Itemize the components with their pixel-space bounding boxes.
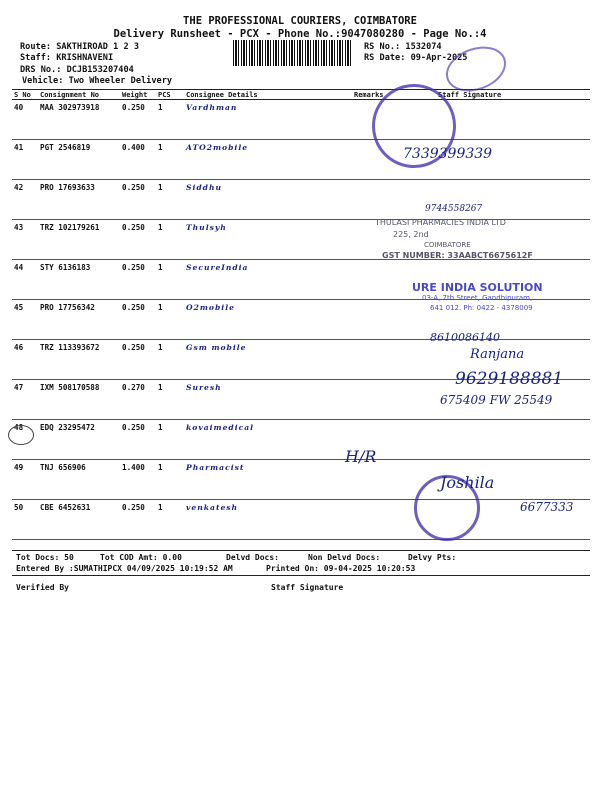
row-consignment: EDQ 23295472 (38, 420, 120, 460)
row-pcs: 1 (156, 500, 184, 540)
row-sno: 48 (12, 420, 38, 460)
row-consignee-handwritten: venkatesh (184, 500, 352, 540)
row-pcs: 1 (156, 340, 184, 380)
row-consignee-handwritten: Suresh (184, 380, 352, 420)
secure-stamp-address: 03-A, 7th Street, Gandhipuram, (422, 294, 533, 302)
total-cod-amount: Tot COD Amt: 0.00 (100, 553, 182, 562)
row-pcs: 1 (156, 380, 184, 420)
col-sno: S No (12, 90, 38, 100)
row-weight: 0.270 (120, 380, 156, 420)
drs-number: DRS No.: DCJB153207404 (20, 65, 134, 75)
row-pcs: 1 (156, 420, 184, 460)
row-consignment: PRO 17756342 (38, 300, 120, 340)
row-weight: 0.250 (120, 100, 156, 140)
remark-48: H/R (345, 447, 377, 466)
row-consignee-handwritten: O2mobile (184, 300, 352, 340)
row-sno: 41 (12, 140, 38, 180)
row-weight: 1.400 (120, 460, 156, 500)
row-consignment: PRO 17693633 (38, 180, 120, 220)
table-header-row (12, 90, 590, 100)
row-remarks (352, 340, 400, 380)
table-row (12, 460, 590, 500)
row-sno: 40 (12, 100, 38, 140)
row-remarks (352, 500, 400, 540)
handwritten-circle-mark (8, 425, 34, 445)
row-consignee-handwritten: Siddhu (184, 180, 352, 220)
row-consignment: TNJ 656906 (38, 460, 120, 500)
row-weight: 0.400 (120, 140, 156, 180)
verified-by-label: Verified By (16, 583, 69, 592)
runsheet-subtitle: Delivery Runsheet - PCX - Phone No.:9047080280 - Page No.:4 (113, 28, 487, 40)
signature-50: 6677333 (520, 500, 574, 514)
col-pcs: PCS (156, 90, 184, 100)
vehicle: Vehicle: Two Wheeler Delivery (22, 76, 173, 86)
footer-divider (12, 575, 590, 576)
row-remarks (352, 180, 400, 220)
row-sno: 50 (12, 500, 38, 540)
signature-49: Joshila (440, 473, 495, 492)
footer-divider (12, 550, 590, 551)
signature-43-phone: 9744558267 (425, 204, 483, 214)
row-remarks (352, 380, 400, 420)
staff-signature-label: Staff Signature (271, 583, 344, 592)
signature-47: 675409 FW 25549 (440, 393, 553, 407)
staff-name: Staff: KRISHNAVENI (20, 53, 114, 63)
row-pcs: 1 (156, 100, 184, 140)
col-remarks: Remarks (352, 90, 400, 100)
row-remarks (352, 300, 400, 340)
thulasi-stamp-city: COIMBATORE (424, 241, 471, 249)
row-weight: 0.250 (120, 420, 156, 460)
secure-stamp-phone: 641 012. Ph: 0422 - 4378009 (430, 304, 533, 312)
company-title: THE PROFESSIONAL COURIERS, COIMBATORE (183, 15, 417, 27)
row-weight: 0.250 (120, 180, 156, 220)
entered-by: Entered By :SUMATHIPCX 04/09/2025 10:19:52 AM (16, 564, 233, 573)
row-consignment: TRZ 113393672 (38, 340, 120, 380)
row-sno: 45 (12, 300, 38, 340)
row-consignee-handwritten: ATO2mobile (184, 140, 352, 180)
row-sno: 47 (12, 380, 38, 420)
row-weight: 0.250 (120, 340, 156, 380)
row-pcs: 1 (156, 180, 184, 220)
row-pcs: 1 (156, 460, 184, 500)
thulasi-stamp-name: THULASI PHARMACIES INDIA LTD (375, 218, 506, 227)
row-pcs: 1 (156, 300, 184, 340)
row-sno: 43 (12, 220, 38, 260)
barcode (233, 40, 353, 66)
signature-46-phone: 9629188881 (455, 369, 564, 389)
signature-41: 7339399339 (403, 146, 493, 162)
printed-on: Printed On: 09-04-2025 10:20:53 (266, 564, 416, 573)
table-row (12, 180, 590, 220)
signature-45: 8610086140 (430, 331, 500, 344)
row-consignee-handwritten: Pharmacist (184, 460, 352, 500)
row-consignee-handwritten: Vardhman (184, 100, 352, 140)
row-weight: 0.250 (120, 260, 156, 300)
table-row (12, 500, 590, 540)
row-consignee-handwritten: kovaimedical (184, 420, 352, 460)
route: Route: SAKTHIROAD 1 2 3 (20, 42, 139, 52)
row-sno: 42 (12, 180, 38, 220)
col-consignee: Consignee Details (184, 90, 352, 100)
row-sno: 44 (12, 260, 38, 300)
row-sno: 49 (12, 460, 38, 500)
table-row (12, 420, 590, 460)
row-consignment: IXM 508170588 (38, 380, 120, 420)
col-consignment: Consignment No (38, 90, 120, 100)
row-signature (400, 420, 590, 460)
row-pcs: 1 (156, 220, 184, 260)
row-consignment: CBE 6452631 (38, 500, 120, 540)
row-weight: 0.250 (120, 300, 156, 340)
row-pcs: 1 (156, 260, 184, 300)
row-consignee-handwritten: Gsm mobile (184, 340, 352, 380)
row-remarks (352, 260, 400, 300)
row-consignment: PGT 2546819 (38, 140, 120, 180)
rs-number: RS No.: 1532074 (364, 42, 442, 52)
row-consignee-handwritten: SecureIndia (184, 260, 352, 300)
secure-stamp-name: URE INDIA SOLUTION (412, 281, 543, 294)
signature-46-name: Ranjana (470, 347, 525, 362)
row-consignment: MAA 302973918 (38, 100, 120, 140)
total-docs: Tot Docs: 50 (16, 553, 74, 562)
row-weight: 0.250 (120, 500, 156, 540)
delivery-points: Delvy Pts: (408, 553, 457, 562)
table-row (12, 100, 590, 140)
row-weight: 0.250 (120, 220, 156, 260)
row-consignment: STY 6136183 (38, 260, 120, 300)
delivered-docs: Delvd Docs: (226, 553, 279, 562)
runsheet-table (12, 89, 590, 540)
col-weight: Weight (120, 90, 156, 100)
non-delivered-docs: Non Delvd Docs: (308, 553, 381, 562)
rs-date: RS Date: 09-Apr-2025 (364, 53, 468, 63)
thulasi-stamp-address: 225, 2nd (393, 230, 429, 239)
col-staff-signature: Staff Signature (400, 90, 590, 100)
row-sno: 46 (12, 340, 38, 380)
row-pcs: 1 (156, 140, 184, 180)
table-row (12, 140, 590, 180)
row-consignment: TRZ 102179261 (38, 220, 120, 260)
thulasi-stamp-gst: GST NUMBER: 33AABCT6675612F (382, 251, 533, 260)
row-consignee-handwritten: Thulsyh (184, 220, 352, 260)
